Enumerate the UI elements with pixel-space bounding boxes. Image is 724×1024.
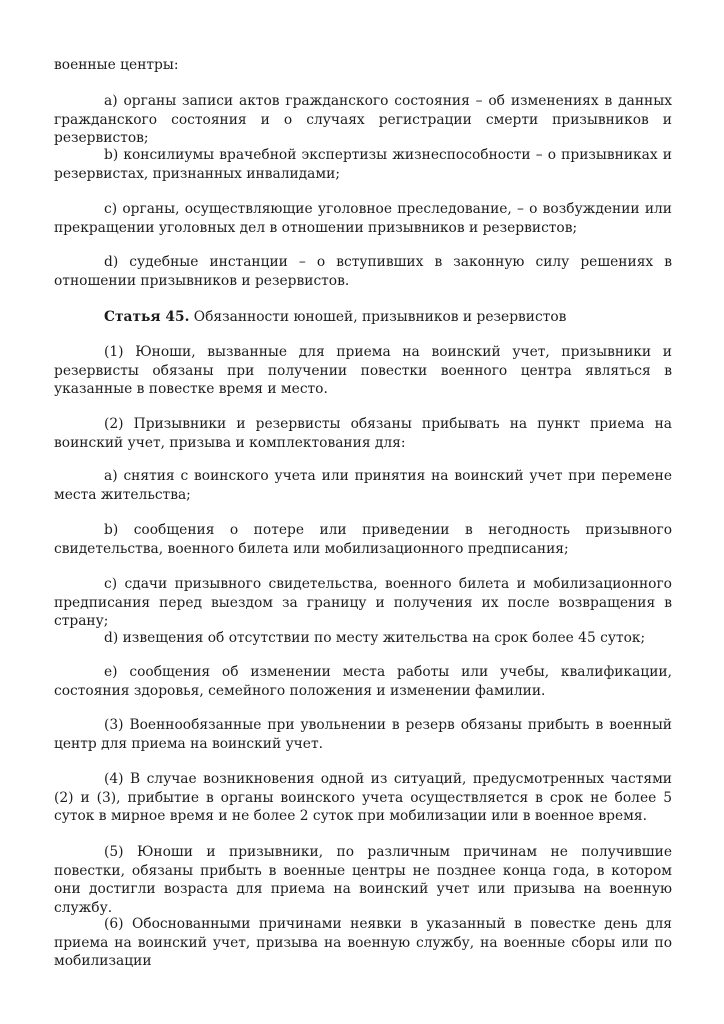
paragraph-item-b-medical: b) консилиумы врачебной экспертизы жизнеспособности – о призывниках и резервистах, признанных инвалидами; [54, 147, 672, 182]
paragraph-part-3: (3) Военнообязанные при увольнении в резерв обязаны прибыть в военный центр для приема на воинский учет. [54, 717, 672, 752]
paragraph-item-a-civil-registry: a) органы записи актов гражданского состояния – об изменениях в данных гражданского состояния и о случаях регистрации смерти призывников и резервистов; [54, 93, 672, 147]
paragraph-part-2: (2) Призывники и резервисты обязаны прибывать на пункт приема на воинский учет, призыва и комплектования для: [54, 416, 672, 451]
paragraph-part-2-d: d) извещения об отсутствии по месту жительства на срок более 45 суток; [104, 630, 646, 646]
article-title: Обязанности юношей, призывников и резервистов [193, 309, 567, 325]
article-number: Статья 45. [104, 309, 190, 325]
paragraph-part-2-a: a) снятия с воинского учета или принятия на воинский учет при перемене места жительства; [54, 468, 672, 503]
paragraph-part-2-c: c) сдачи призывного свидетельства, военного билета и мобилизационного предписания перед выездом за границу и получения их после возвращения в страну; [54, 576, 672, 630]
paragraph-part-2-e: e) сообщения об изменении места работы или учебы, квалификации, состояния здоровья, семейного положения и изменении фамилии. [54, 664, 672, 699]
paragraph-part-5: (5) Юноши и призывники, по различным причинам не получившие повестки, обязаны прибыть в военные центры не позднее конца года, в котором они достигли возраста для приема на воинский учет или призыва на военную службу. [54, 844, 672, 916]
paragraph-part-2-b: b) сообщения о потере или приведении в негодность призывного свидетельства, военного билета или мобилизационного предписания; [54, 522, 672, 557]
paragraph-item-d-courts: d) судебные инстанции – о вступивших в законную силу решениях в отношении призывников и резервистов. [54, 254, 672, 289]
article-45-heading [54, 308, 672, 327]
paragraph-part-6: (6) Обоснованными причинами неявки в указанный в повестке день для приема на воинский учет, призыва на военную службу, на военные сборы или по мобилизации [54, 916, 672, 970]
paragraph-item-c-criminal: c) органы, осуществляющие уголовное преследование, – о возбуждении или прекращении уголовных дел в отношении призывников и резервистов; [54, 201, 672, 236]
paragraph-part-4: (4) В случае возникновения одной из ситуаций, предусмотренных частями (2) и (3), прибытие в органы воинского учета осуществляется в срок не более 5 суток в мирное время и не более 2 суток при мобилизации или в военное время. [54, 771, 672, 825]
paragraph-part-1: (1) Юноши, вызванные для приема на воинский учет, призывники и резервисты обязаны при получении повестки военного центра являться в указанные в повестке время и место. [54, 344, 672, 398]
paragraph-continuation: военные центры: [54, 57, 179, 73]
